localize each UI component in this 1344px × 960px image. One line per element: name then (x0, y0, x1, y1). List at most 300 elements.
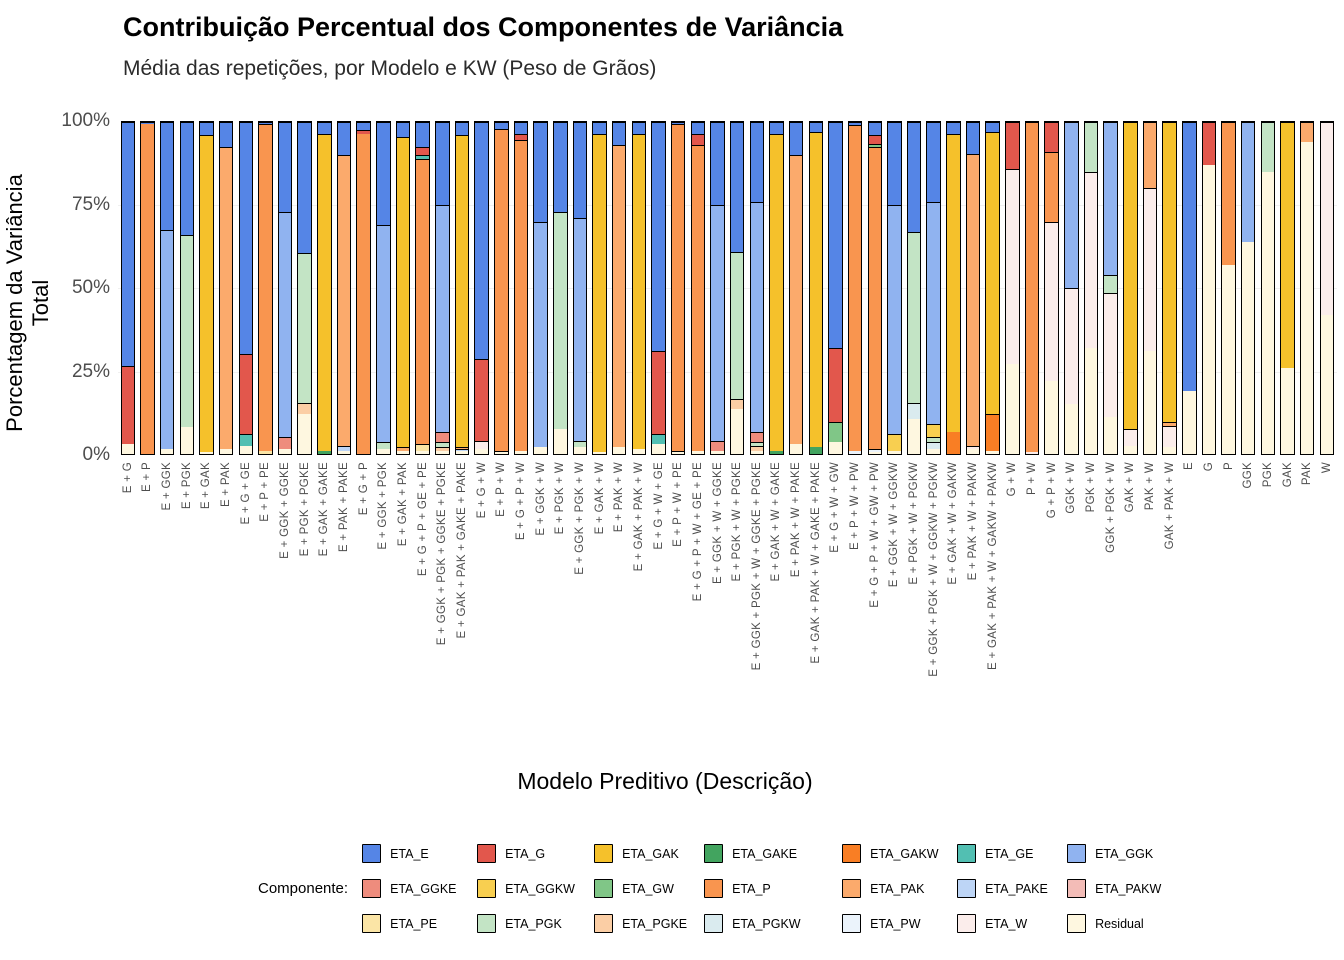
bar-cell (1160, 121, 1180, 455)
x-tick-label: E + GGK (161, 462, 174, 511)
segment-ETA_GGKW (927, 424, 940, 437)
legend-label: ETA_E (390, 846, 429, 861)
chart-title: Contribuição Percentual dos Componentes de Variância (123, 12, 844, 42)
x-tick (138, 462, 158, 677)
bar-E + PGK + W (553, 121, 568, 455)
bar-E + GGK + W (533, 121, 548, 455)
x-tick-label: E + GAK + GAKE (318, 462, 331, 557)
legend-swatch-ETA_GE (957, 844, 976, 863)
segment-ETA_GGKE (436, 432, 449, 442)
bar-E + PGK + PGKE (297, 121, 312, 455)
x-tick (570, 462, 590, 677)
bar-E + GGK + PGK + W + GGKE + PGKE (750, 121, 765, 455)
legend-item-ETA_GGKE (362, 879, 477, 898)
x-tick (1003, 462, 1023, 677)
bar-G + P + W (1044, 121, 1059, 455)
bar-E + GAK + PAK + W (632, 121, 647, 455)
legend-label: ETA_PGKE (622, 916, 688, 931)
legend-item-ETA_PW (842, 914, 957, 933)
x-tick (806, 462, 826, 677)
segment-ETA_PAK (220, 147, 233, 449)
bar-E + P + PE (258, 121, 273, 455)
x-tick (472, 462, 492, 677)
segment-ETA_E (711, 122, 724, 205)
legend-label: ETA_PAKW (1095, 881, 1162, 896)
segment-ETA_PGKE (731, 399, 744, 409)
x-tick (904, 462, 924, 677)
segment-Residual (495, 452, 508, 454)
bar-E + GAK + W + GAKW (946, 121, 961, 455)
segment-ETA_PE (416, 444, 429, 451)
bar-E + P + W + PW (848, 121, 863, 455)
x-tick (236, 462, 256, 677)
bar-E + GGK + PGK + GGKE + PGKE (435, 121, 450, 455)
x-tick-label: E + G (121, 462, 134, 494)
bar-E + GGK + W + GGKW (887, 121, 902, 455)
bar-cell (1278, 121, 1298, 455)
bar-G + W (1005, 121, 1020, 455)
segment-ETA_GAK (456, 135, 469, 447)
x-tick (1062, 462, 1082, 677)
x-tick-label: GGK (1242, 462, 1255, 489)
bar-cell (433, 121, 453, 455)
legend-item-ETA_PGKE (594, 914, 704, 933)
x-tick-label: E + GGK + GGKE (279, 462, 292, 559)
bar-cell (649, 121, 669, 455)
x-tick (747, 462, 767, 677)
bar-E + P (140, 121, 155, 455)
bar-E + PAK (219, 121, 234, 455)
bar-E + PAK + PAKE (337, 121, 352, 455)
x-tick-label: E + GAK (200, 462, 213, 510)
x-tick (491, 462, 511, 677)
bar-cell (806, 121, 826, 455)
x-tick (885, 462, 905, 677)
bar-E + G + P + W (514, 121, 529, 455)
segment-ETA_E (475, 122, 488, 359)
x-tick-label: P (1222, 462, 1235, 470)
x-tick (157, 462, 177, 677)
segment-ETA_P (1045, 152, 1058, 222)
bar-E + GAK + PAK + GAKE + PAKE (455, 121, 470, 455)
y-tick-label-75: 75% (71, 193, 110, 215)
legend-item-ETA_GGKW (477, 879, 594, 898)
segment-ETA_GGK (1242, 122, 1255, 242)
bar-PAK + W (1143, 121, 1158, 455)
segment-ETA_E (357, 122, 370, 130)
bar-cell (1297, 121, 1317, 455)
segment-ETA_E (986, 122, 999, 132)
x-tick (1199, 462, 1219, 677)
x-tick-label: E + PGK + W + PGKE (731, 462, 744, 582)
x-tick-label: E + G + P + W (514, 462, 527, 541)
segment-ETA_GGK (1104, 122, 1117, 275)
segment-Residual (731, 409, 744, 454)
segment-ETA_GGK (751, 202, 764, 433)
segment-Residual (298, 414, 311, 454)
y-axis-title: Porcentagem da Variância Total (2, 174, 53, 432)
x-tick-label: E + G + P (357, 462, 370, 516)
segment-Residual (908, 419, 921, 454)
legend-label: ETA_PW (870, 916, 921, 931)
x-tick (413, 462, 433, 677)
segment-ETA_PW (849, 451, 862, 454)
bar-cell (236, 121, 256, 455)
segment-Residual (1104, 417, 1117, 454)
segment-Residual (1262, 172, 1275, 454)
legend-label: ETA_GGK (1095, 846, 1154, 861)
segment-ETA_E (692, 122, 705, 134)
x-tick (1297, 462, 1317, 677)
legend-swatch-ETA_PAKW (1067, 879, 1086, 898)
legend-label: ETA_GGKE (390, 881, 457, 896)
segment-ETA_W (1321, 122, 1334, 315)
segment-Residual (338, 451, 351, 454)
bar-cell (727, 121, 747, 455)
segment-ETA_GGK (279, 212, 292, 438)
x-tick-label: E + GAK + W + GAKW (947, 462, 960, 585)
bar-cell (1219, 121, 1239, 455)
segment-ETA_PGKW (908, 403, 921, 420)
segment-ETA_GAKW (947, 432, 960, 454)
segment-ETA_PGK (1085, 122, 1098, 172)
legend-label: ETA_GAK (622, 846, 679, 861)
x-tick-label: E + P + W (495, 462, 508, 517)
segment-Residual (554, 429, 567, 454)
bar-cell (1101, 121, 1121, 455)
x-tick (374, 462, 394, 677)
segment-ETA_GGK (161, 230, 174, 449)
bar-cell (609, 121, 629, 455)
x-tick-label: PGK (1261, 462, 1274, 488)
segment-Residual (161, 449, 174, 454)
segment-ETA_P (672, 124, 685, 451)
x-tick (550, 462, 570, 677)
legend-swatch-Residual (1067, 914, 1086, 933)
bar-cell (216, 121, 236, 455)
legend-item-ETA_PGK (477, 914, 594, 933)
segment-Residual (672, 452, 685, 454)
segment-Residual (1242, 242, 1255, 454)
segment-Residual (220, 449, 233, 454)
segment-ETA_PGK (908, 232, 921, 403)
legend-item-Residual (1067, 914, 1187, 933)
bar-E + G + W + GW (828, 121, 843, 455)
bar-cell (1022, 121, 1042, 455)
segment-ETA_W (1104, 293, 1117, 418)
bar-E + GGK (160, 121, 175, 455)
legend-swatch-ETA_GAKE (704, 844, 723, 863)
bar-cell (374, 121, 394, 455)
legend-item-ETA_GAKW (842, 844, 957, 863)
segment-Residual (633, 449, 646, 454)
x-tick (354, 462, 374, 677)
bar-E + PGK + W + PGKE (730, 121, 745, 455)
stacked-bars (118, 121, 1337, 455)
segment-ETA_W (1144, 188, 1157, 351)
x-tick (708, 462, 728, 677)
x-tick-label: E (1183, 462, 1196, 470)
legend-label: ETA_GW (622, 881, 674, 896)
bar-E + P + W (494, 121, 509, 455)
x-tick-label: E + PGK + PGKE (298, 462, 311, 557)
legend-item-ETA_W (957, 914, 1067, 933)
legend-label: Residual (1095, 916, 1144, 931)
segment-ETA_W (1026, 452, 1039, 454)
segment-Residual (1203, 165, 1216, 454)
bar-cell (885, 121, 905, 455)
segment-Residual (397, 451, 410, 454)
legend-swatch-ETA_PGKW (704, 914, 723, 933)
bar-cell (256, 121, 276, 455)
segment-ETA_GGK (534, 222, 547, 448)
legend-item-ETA_E (362, 844, 477, 863)
bar-E + GAK + PAK + W + GAKE + PAKE (809, 121, 824, 455)
segment-ETA_E (298, 122, 311, 253)
x-tick-label: E + PAK (220, 462, 233, 508)
bar-cell (963, 121, 983, 455)
x-tick (924, 462, 944, 677)
segment-ETA_PAK (1301, 122, 1314, 142)
x-tick (590, 462, 610, 677)
bar-cell (747, 121, 767, 455)
segment-ETA_E (318, 122, 331, 134)
x-tick-label: E + PAK + W (613, 462, 626, 533)
segment-ETA_E (927, 122, 940, 202)
bar-cell (786, 121, 806, 455)
x-tick (315, 462, 335, 677)
legend-swatch-ETA_GGKE (362, 879, 381, 898)
bar-cell (865, 121, 885, 455)
x-tick (1160, 462, 1180, 677)
segment-ETA_E (947, 122, 960, 134)
legend-label: ETA_PGKW (732, 916, 801, 931)
segment-ETA_E (770, 122, 783, 134)
x-tick-label: E + GGK + PGK + W (573, 462, 586, 575)
segment-ETA_E (495, 122, 508, 129)
segment-ETA_GGK (927, 202, 940, 424)
segment-Residual (1144, 351, 1157, 454)
segment-ETA_GW (829, 422, 842, 442)
bar-cell (354, 121, 374, 455)
segment-Residual (1281, 368, 1294, 454)
bar-E + G + P (356, 121, 371, 455)
legend-label: ETA_PE (390, 916, 438, 931)
bar-E + GGK + W + GGKE (710, 121, 725, 455)
x-tick (629, 462, 649, 677)
bar-E + PGK (180, 121, 195, 455)
segment-Residual (1163, 447, 1176, 454)
legend-label: ETA_PAK (870, 881, 925, 896)
bar-cell (708, 121, 728, 455)
bar-E + G + P + W + GW + PW (868, 121, 883, 455)
segment-ETA_P (849, 125, 862, 450)
x-tick (511, 462, 531, 677)
segment-ETA_E (869, 122, 882, 135)
y-tick-label-25: 25% (71, 360, 110, 382)
segment-ETA_E (397, 122, 410, 137)
segment-ETA_E (751, 122, 764, 202)
segment-ETA_GGK (436, 205, 449, 432)
x-tick-label: E + G + W + GW (829, 462, 842, 553)
bar-P (1221, 121, 1236, 455)
x-tick-label: E + PAK + W + PAKW (967, 462, 980, 581)
bar-cell (1140, 121, 1160, 455)
legend-title: Componente: (258, 880, 349, 897)
segment-ETA_GAK (593, 134, 606, 453)
x-axis-tick-labels (118, 462, 1337, 677)
legend-swatch-ETA_E (362, 844, 381, 863)
segment-ETA_W (1065, 288, 1078, 404)
bar-cell (275, 121, 295, 455)
bar-E + PGK + W + PGKW (907, 121, 922, 455)
segment-ETA_E (181, 122, 194, 235)
legend-swatch-ETA_GAKW (842, 844, 861, 863)
legend (258, 836, 1187, 941)
x-tick (983, 462, 1003, 677)
legend-swatch-ETA_PGK (477, 914, 496, 933)
segment-Residual (652, 444, 665, 454)
segment-Residual (279, 449, 292, 454)
x-tick-label: E + G + P + GE + PE (416, 462, 429, 577)
x-tick-label: G + W (1006, 462, 1019, 497)
bar-cell (1179, 121, 1199, 455)
bar-E + GGK + PGK + W (573, 121, 588, 455)
segment-ETA_GGKE (751, 432, 764, 442)
legend-label: ETA_PGK (505, 916, 562, 931)
segment-ETA_E (279, 122, 292, 212)
segment-ETA_PGK (574, 441, 587, 448)
segment-Residual (593, 452, 606, 454)
legend-item-ETA_GW (594, 879, 704, 898)
bar-cell (845, 121, 865, 455)
x-tick-label: E + P + W + PW (849, 462, 862, 551)
segment-ETA_PE (259, 451, 272, 454)
segment-ETA_GAK (770, 134, 783, 451)
bar-E + PAK + W (612, 121, 627, 455)
x-tick-label: E + G + P + W + GW + PW (868, 462, 881, 608)
segment-Residual (613, 447, 626, 454)
x-tick (1238, 462, 1258, 677)
segment-ETA_G (1045, 122, 1058, 152)
segment-Residual (1301, 142, 1314, 454)
x-tick (649, 462, 669, 677)
bar-PGK + W (1084, 121, 1099, 455)
segment-ETA_PGKE (298, 403, 311, 415)
x-tick (393, 462, 413, 677)
x-tick-label: PAK (1301, 462, 1314, 486)
segment-ETA_W (1006, 169, 1019, 365)
bar-cell (334, 121, 354, 455)
segment-ETA_W (475, 441, 488, 449)
x-tick (275, 462, 295, 677)
segment-ETA_PGK (731, 252, 744, 400)
legend-swatch-ETA_PGKE (594, 914, 613, 933)
bar-cell (1042, 121, 1062, 455)
x-tick-label: E + GGK + W + GGKE (711, 462, 724, 585)
x-tick-label: E + GAK + PAK + W + GAKE + PAKE (809, 462, 822, 664)
bar-cell (1238, 121, 1258, 455)
bar-GAK + W (1123, 121, 1138, 455)
legend-item-ETA_PAK (842, 879, 957, 898)
segment-ETA_GAK (318, 134, 331, 451)
segment-ETA_GAK (1281, 122, 1294, 368)
segment-Residual (1222, 265, 1235, 454)
x-tick (1081, 462, 1101, 677)
segment-ETA_P (357, 134, 370, 454)
bar-GGK + PGK + W (1103, 121, 1118, 455)
x-tick-label: GGK + PGK + W (1104, 462, 1117, 553)
segment-Residual (790, 444, 803, 454)
segment-ETA_E (613, 122, 626, 145)
x-tick (1258, 462, 1278, 677)
segment-ETA_P (1026, 122, 1039, 452)
legend-swatch-ETA_GGK (1067, 844, 1086, 863)
segment-Residual (1045, 381, 1058, 454)
segment-ETA_E (554, 122, 567, 212)
segment-ETA_PGK (181, 235, 194, 428)
x-tick-label: E + GAK + PAK + W (632, 462, 645, 572)
segment-ETA_E (967, 122, 980, 154)
bar-P + W (1025, 121, 1040, 455)
segment-ETA_GGKW (888, 434, 901, 451)
bar-cell (295, 121, 315, 455)
bar-cell (118, 121, 138, 455)
bar-cell (491, 121, 511, 455)
segment-Residual (967, 449, 980, 454)
segment-ETA_GAK (986, 132, 999, 414)
x-tick-label: E + GGK + W + GGKW (888, 462, 901, 588)
segment-ETA_GGKE (711, 441, 724, 451)
y-tick-label-50: 50% (71, 277, 110, 298)
segment-Residual (869, 452, 882, 454)
legend-label: ETA_P (732, 881, 771, 896)
legend-swatch-ETA_P (704, 879, 723, 898)
segment-ETA_E (377, 122, 390, 225)
segment-ETA_GAKE (810, 447, 823, 454)
legend-swatch-ETA_W (957, 914, 976, 933)
bar-cell (570, 121, 590, 455)
x-tick (118, 462, 138, 677)
segment-Residual (475, 449, 488, 454)
x-tick-label: E + G + P + W + GE + PE (691, 462, 704, 602)
x-tick (1042, 462, 1062, 677)
segment-ETA_PAK (967, 154, 980, 446)
x-tick-label: GAK + PAK + W (1163, 462, 1176, 550)
x-tick-label: E + GAK + PAK (397, 462, 410, 547)
segment-ETA_GGK (574, 218, 587, 440)
segment-ETA_G (652, 351, 665, 434)
legend-item-ETA_PE (362, 914, 477, 933)
bar-PAK (1300, 121, 1315, 455)
bar-cell (472, 121, 492, 455)
x-tick-label: GAK + W (1124, 462, 1137, 513)
legend-label: ETA_GGKW (505, 881, 575, 896)
x-tick (845, 462, 865, 677)
y-tick-label-100: 100% (61, 110, 110, 131)
x-tick (433, 462, 453, 677)
segment-ETA_G (692, 134, 705, 146)
segment-Residual (888, 451, 901, 454)
segment-ETA_GAKW (986, 414, 999, 451)
segment-ETA_P (259, 124, 272, 451)
bar-cell (452, 121, 472, 455)
x-tick (295, 462, 315, 677)
segment-ETA_E (122, 122, 135, 366)
x-tick-label: E + PAK + W + PAKE (790, 462, 803, 578)
segment-ETA_PAK (790, 155, 803, 444)
segment-ETA_E (829, 122, 842, 348)
